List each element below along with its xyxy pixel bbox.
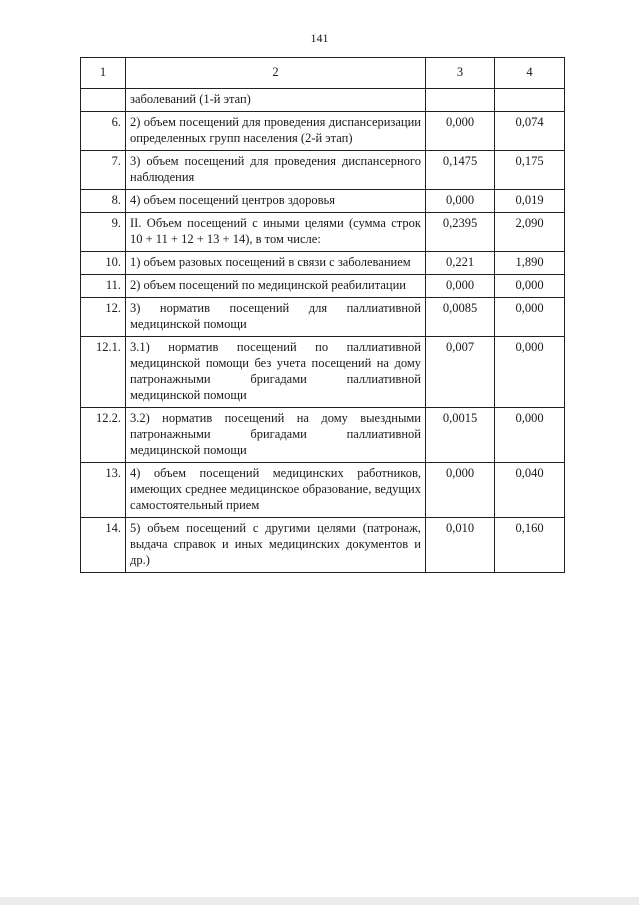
row-value-col4-cell: 0,074 xyxy=(495,112,565,151)
row-value-col3-cell: 0,000 xyxy=(426,275,495,298)
row-description-cell: 4) объем посещений медицинских работников, имеющих среднее медицинское образование, ведущих самостоятельный прием xyxy=(126,463,426,518)
row-description-cell: 3) объем посещений для проведения диспансерного наблюдения xyxy=(126,151,426,190)
row-number-cell: 10. xyxy=(81,252,126,275)
row-description-cell: 3.2) норматив посещений на дому выездными патронажными бригадами паллиативной медицинской помощи xyxy=(126,408,426,463)
row-number-cell: 12. xyxy=(81,298,126,337)
row-description-cell: 2) объем посещений по медицинской реабилитации xyxy=(126,275,426,298)
norms-table xyxy=(80,57,565,573)
header-col-2: 2 xyxy=(126,58,426,89)
table-body xyxy=(81,89,565,573)
row-description-cell: 1) объем разовых посещений в связи с заболеванием xyxy=(126,252,426,275)
row-number-cell xyxy=(81,89,126,112)
row-value-col4-cell: 0,040 xyxy=(495,463,565,518)
row-value-col4-cell: 0,175 xyxy=(495,151,565,190)
table-row xyxy=(81,337,565,408)
row-description-cell: 3.1) норматив посещений по паллиативной медицинской помощи без учета посещений на дому патронажными бригадами паллиативной медицинской помощи xyxy=(126,337,426,408)
header-col-4: 4 xyxy=(495,58,565,89)
row-value-col4-cell: 0,000 xyxy=(495,408,565,463)
header-col-1: 1 xyxy=(81,58,126,89)
row-number-cell: 9. xyxy=(81,213,126,252)
row-value-col3-cell xyxy=(426,89,495,112)
row-value-col3-cell: 0,2395 xyxy=(426,213,495,252)
row-number-cell: 8. xyxy=(81,190,126,213)
table-row xyxy=(81,518,565,573)
table-row xyxy=(81,463,565,518)
row-value-col3-cell: 0,0015 xyxy=(426,408,495,463)
table-row xyxy=(81,151,565,190)
row-number-cell: 6. xyxy=(81,112,126,151)
row-value-col3-cell: 0,0085 xyxy=(426,298,495,337)
table-row xyxy=(81,408,565,463)
table-header-row xyxy=(81,58,565,89)
row-value-col3-cell: 0,007 xyxy=(426,337,495,408)
row-number-cell: 12.2. xyxy=(81,408,126,463)
row-value-col4-cell: 0,160 xyxy=(495,518,565,573)
row-value-col4-cell: 0,000 xyxy=(495,298,565,337)
table-row xyxy=(81,252,565,275)
row-value-col4-cell: 0,000 xyxy=(495,275,565,298)
table-row xyxy=(81,298,565,337)
row-value-col4-cell xyxy=(495,89,565,112)
row-description-cell: заболеваний (1-й этап) xyxy=(126,89,426,112)
page-number: 141 xyxy=(310,31,329,45)
scan-bottom-strip xyxy=(0,897,639,905)
row-description-cell: 2) объем посещений для проведения диспансеризации определенных групп населения (2-й этап) xyxy=(126,112,426,151)
table-row xyxy=(81,190,565,213)
row-value-col3-cell: 0,000 xyxy=(426,112,495,151)
row-description-cell: II. Объем посещений с иными целями (сумма строк 10 + 11 + 12 + 13 + 14), в том числе: xyxy=(126,213,426,252)
row-value-col3-cell: 0,221 xyxy=(426,252,495,275)
table-row xyxy=(81,275,565,298)
row-value-col3-cell: 0,000 xyxy=(426,463,495,518)
table-row xyxy=(81,89,565,112)
row-number-cell: 7. xyxy=(81,151,126,190)
table-row xyxy=(81,112,565,151)
row-description-cell: 4) объем посещений центров здоровья xyxy=(126,190,426,213)
row-number-cell: 13. xyxy=(81,463,126,518)
row-value-col4-cell: 0,019 xyxy=(495,190,565,213)
row-value-col4-cell: 2,090 xyxy=(495,213,565,252)
table-row xyxy=(81,213,565,252)
row-number-cell: 14. xyxy=(81,518,126,573)
row-value-col3-cell: 0,000 xyxy=(426,190,495,213)
row-value-col4-cell: 1,890 xyxy=(495,252,565,275)
row-value-col3-cell: 0,010 xyxy=(426,518,495,573)
row-value-col3-cell: 0,1475 xyxy=(426,151,495,190)
header-col-3: 3 xyxy=(426,58,495,89)
row-description-cell: 3) норматив посещений для паллиативной медицинской помощи xyxy=(126,298,426,337)
row-number-cell: 11. xyxy=(81,275,126,298)
row-number-cell: 12.1. xyxy=(81,337,126,408)
row-description-cell: 5) объем посещений с другими целями (патронаж, выдача справок и иных медицинских документов и др.) xyxy=(126,518,426,573)
row-value-col4-cell: 0,000 xyxy=(495,337,565,408)
